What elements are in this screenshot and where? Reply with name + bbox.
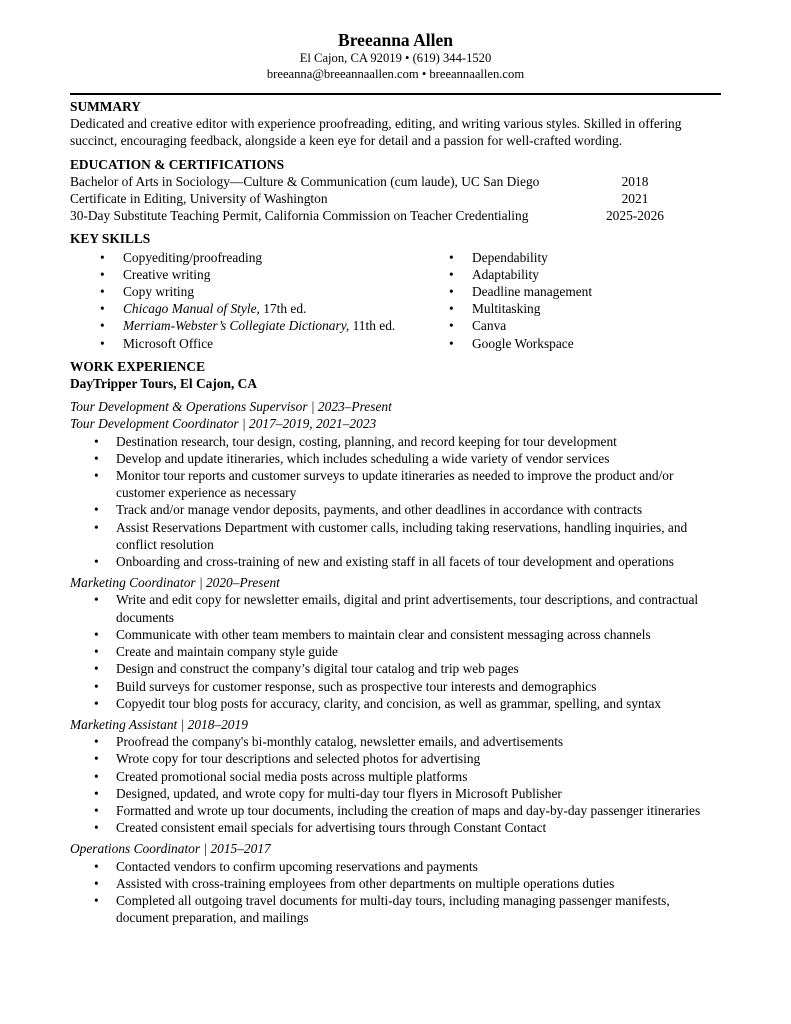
job-title: Tour Development Coordinator | 2017–2019, 2021–2023 (70, 416, 377, 432)
duties-list (70, 433, 721, 571)
duty-item: • Design and construct the company’s digital tour catalog and trip web pages (116, 660, 721, 677)
skill-item: • Microsoft Office (123, 335, 419, 352)
duty-item: • Formatted and wrote up tour documents, including the creation of maps and day-by-day passenger itineraries (116, 802, 721, 819)
skill-item: • Adaptability (472, 266, 592, 283)
education-name: Bachelor of Arts in Sociology—Culture & Communication (cum laude), UC San Diego (70, 173, 540, 189)
skill-title-italic: Merriam-Webster’s Collegiate Dictionary, (123, 318, 350, 334)
education-item (70, 173, 721, 190)
company-name: DayTripper Tours, El Cajon, CA (70, 376, 258, 392)
resume-header (70, 30, 721, 82)
education-year: 2021 (621, 191, 649, 207)
skill-item: • Canva (472, 317, 592, 334)
duty-item: • Onboarding and cross-training of new and existing staff in all facets of tour development and operations (116, 553, 721, 570)
duty-item: • Completed all outgoing travel documents for multi-day tours, including managing passenger manifests, document preparation, and mailings (116, 892, 721, 926)
education-item (70, 190, 721, 207)
skills-heading: KEY SKILLS (70, 231, 151, 247)
skills-section (70, 230, 721, 351)
duties-list (70, 858, 721, 927)
skill-item: • Dependability (472, 249, 592, 266)
education-item (70, 207, 721, 224)
duty-item: • Designed, updated, and wrote copy for multi-day tour flyers in Microsoft Publisher (116, 785, 721, 802)
contact-email-website: breeanna@breeannaallen.com • breeannaallen.com (266, 67, 525, 81)
duty-item: • Assist Reservations Department with customer calls, including taking reservations, handling inquiries, and conflict resolution (116, 519, 721, 553)
job-title: Operations Coordinator | 2015–2017 (70, 841, 271, 857)
education-name: Certificate in Editing, University of Washington (70, 191, 328, 207)
skill-item: • Copyediting/proofreading (123, 249, 419, 266)
duty-item: • Create and maintain company style guide (116, 643, 721, 660)
job-title: Marketing Assistant | 2018–2019 (70, 716, 248, 732)
skill-item: • Multitasking (472, 300, 592, 317)
experience-section (70, 358, 721, 927)
duties-list (70, 733, 721, 836)
duty-item: • Develop and update itineraries, which includes scheduling a wide variety of vendor services (116, 450, 721, 467)
education-name: 30-Day Substitute Teaching Permit, California Commission on Teacher Credentialing (70, 208, 529, 224)
resume-page (70, 30, 721, 926)
duty-item: • Created consistent email specials for advertising tours through Constant Contact (116, 819, 721, 836)
duties-list (70, 591, 721, 711)
duty-item: • Assisted with cross-training employees from other departments on multiple operations duties (116, 875, 721, 892)
skill-title-italic: Chicago Manual of Style, (123, 301, 260, 317)
summary-text: Dedicated and creative editor with experience proofreading, editing, and writing various styles. Skilled in offering succinct, encouraging feedback, alongside a keen eye for detail and a passion for well-crafted wording. (70, 116, 682, 149)
skill-item: • Copy writing (123, 283, 419, 300)
duty-item: • Monitor tour reports and customer surveys to update itineraries as needed to improve the product and/or customer experience as necessary (116, 467, 721, 501)
skills-list-left (70, 249, 419, 352)
duty-item: • Track and/or manage vendor deposits, payments, and other deadlines in accordance with contracts (116, 501, 721, 518)
education-section (70, 156, 721, 225)
education-year: 2018 (621, 173, 649, 189)
job-title: Marketing Coordinator | 2020–Present (70, 575, 280, 591)
skill-item (123, 300, 419, 317)
duty-item: • Write and edit copy for newsletter emails, digital and print advertisements, tour descriptions, and contractual documents (116, 591, 721, 625)
experience-heading: WORK EXPERIENCE (70, 358, 206, 374)
duty-item: • Build surveys for customer response, such as prospective tour interests and demographics (116, 678, 721, 695)
skill-item: • Creative writing (123, 266, 419, 283)
duty-item: • Copyedit tour blog posts for accuracy, clarity, and concision, as well as grammar, spelling, and syntax (116, 695, 721, 712)
contact-address-phone: El Cajon, CA 92019 • (619) 344-1520 (299, 51, 492, 65)
duty-item: • Destination research, tour design, costing, planning, and record keeping for tour development (116, 433, 721, 450)
skill-edition: 11th ed. (349, 318, 396, 334)
job-title: Tour Development & Operations Supervisor | 2023–Present (70, 399, 392, 415)
education-year: 2025-2026 (605, 208, 665, 224)
header-divider (70, 93, 721, 95)
skill-item (123, 317, 419, 334)
summary-heading: SUMMARY (70, 99, 141, 114)
skill-item: • Deadline management (472, 283, 592, 300)
skill-item: • Google Workspace (472, 335, 592, 352)
summary-section (70, 98, 721, 150)
duty-item: • Proofread the company's bi-monthly catalog, newsletter emails, and advertisements (116, 733, 721, 750)
duty-item: • Communicate with other team members to maintain clear and consistent messaging across channels (116, 626, 721, 643)
skill-edition: 17th ed. (259, 301, 307, 317)
candidate-name: Breeanna Allen (338, 30, 453, 50)
duty-item: • Wrote copy for tour descriptions and selected photos for advertising (116, 750, 721, 767)
duty-item: • Created promotional social media posts across multiple platforms (116, 768, 721, 785)
duty-item: • Contacted vendors to confirm upcoming reservations and payments (116, 858, 721, 875)
skills-columns (70, 249, 721, 352)
education-heading: EDUCATION & CERTIFICATIONS (70, 156, 285, 172)
skills-list-right (419, 249, 592, 352)
